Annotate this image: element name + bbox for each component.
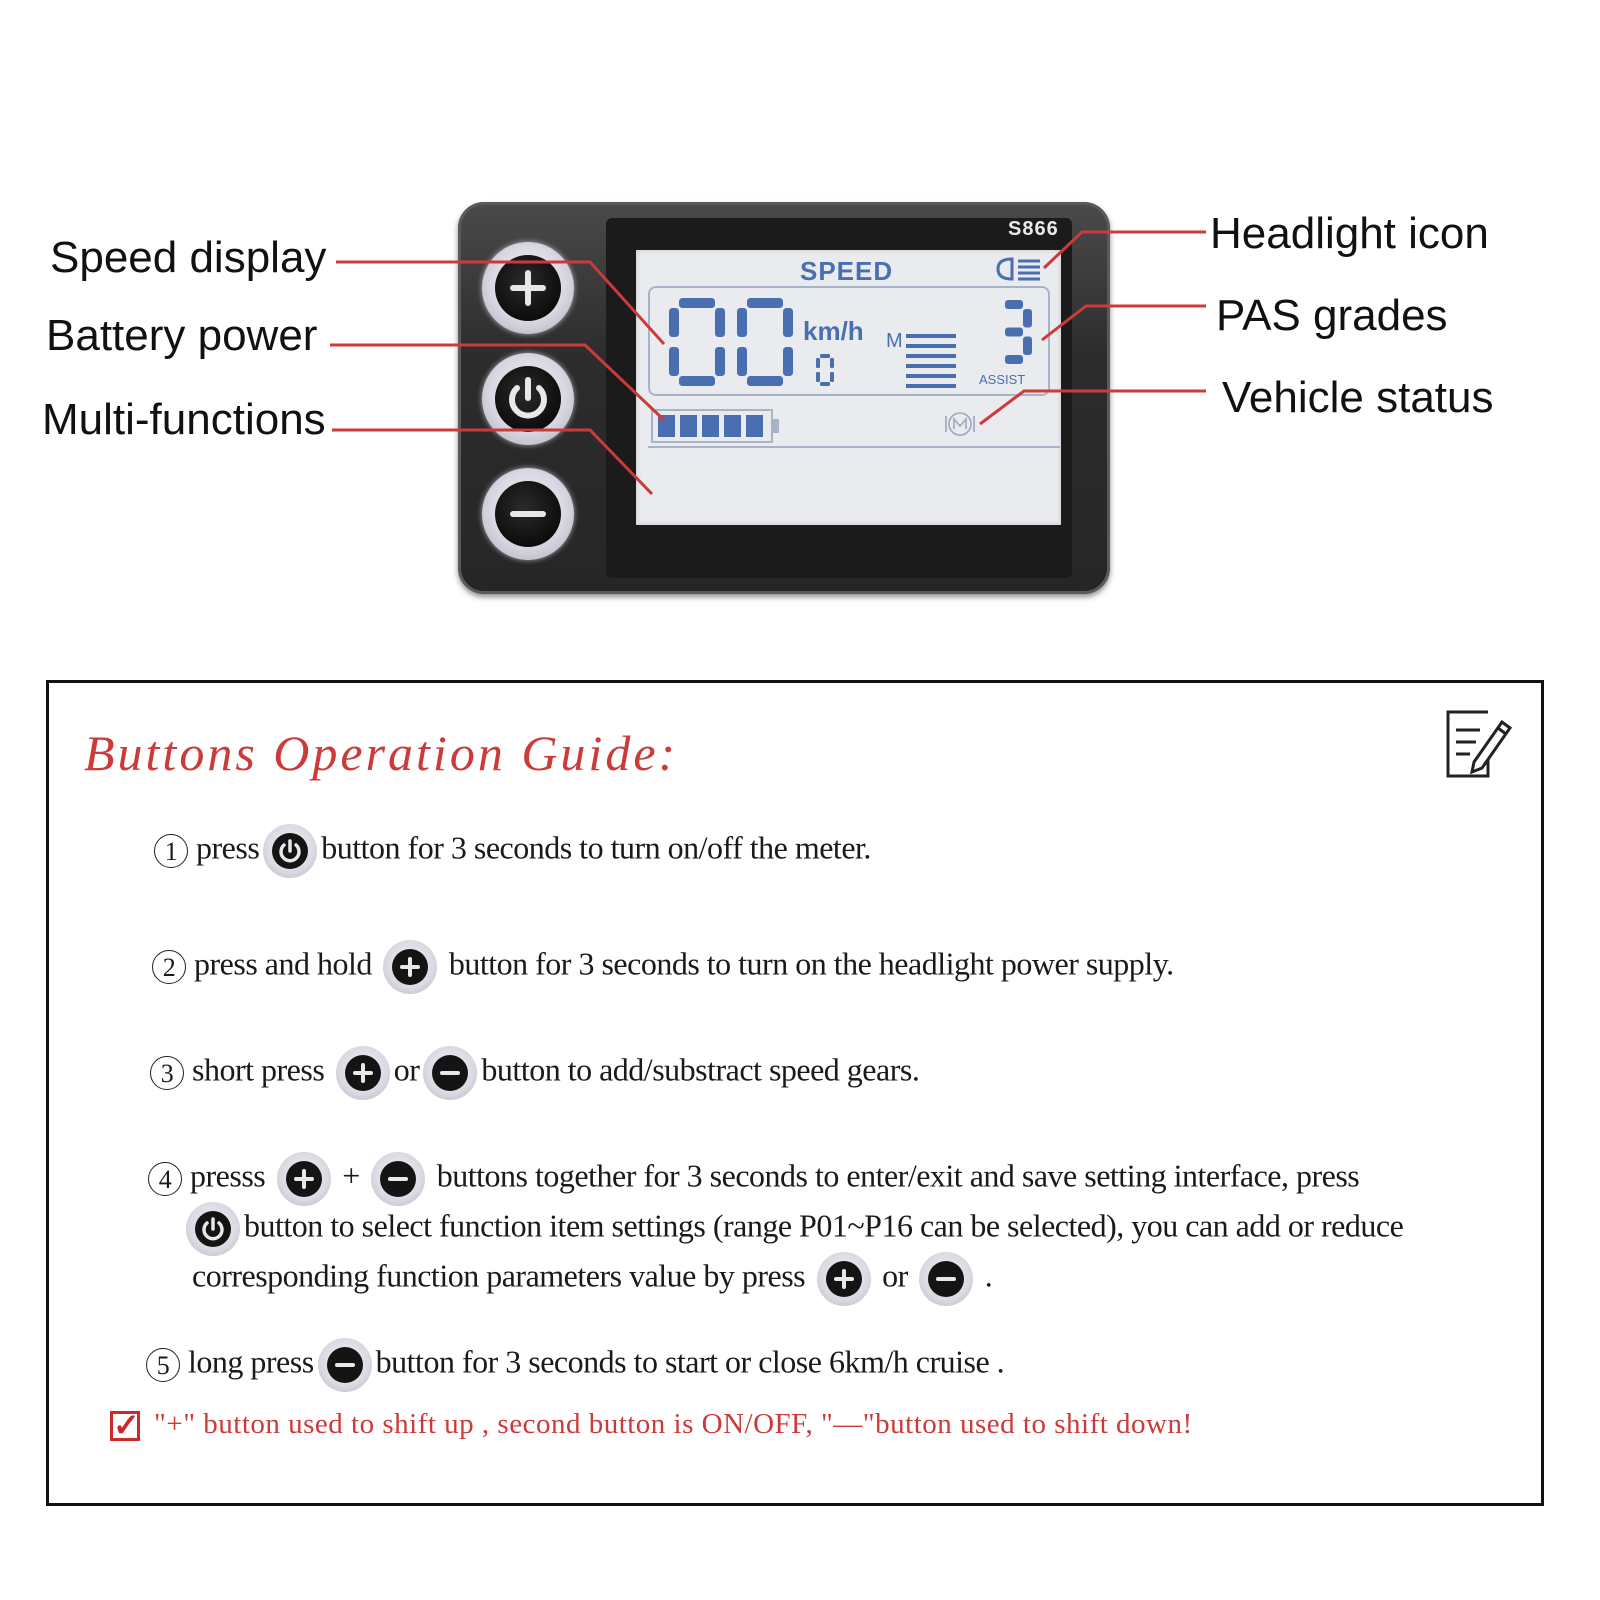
trip-digit-segment-e — [816, 372, 820, 382]
pas-digit-segment-g — [1005, 328, 1023, 337]
speed-digit-1-segment-g — [747, 337, 783, 347]
pas-level-digit — [996, 300, 1032, 364]
step-number: 2 — [152, 950, 186, 984]
step-text: short press — [192, 1051, 325, 1088]
step-number: 1 — [154, 834, 188, 868]
step-number: 5 — [146, 1348, 180, 1382]
step-text: or — [882, 1257, 908, 1294]
battery-bar — [658, 415, 675, 437]
minus-icon — [919, 1252, 973, 1306]
speed-digit-0-segment-g — [679, 337, 715, 347]
checkbox-checked-icon: ✓ — [110, 1411, 140, 1441]
trip-digit-segment-f — [816, 358, 820, 368]
step-text: press and hold — [194, 945, 372, 982]
speed-digit-1-segment-c — [783, 347, 793, 376]
callout-speed-display: Speed display — [50, 233, 327, 282]
step-text: button for 3 seconds to start or close 6km/h cruise . — [375, 1343, 1005, 1380]
trip-digit-segment-a — [820, 354, 830, 358]
speed-digit-0-segment-c — [715, 347, 725, 376]
step-text: . — [984, 1257, 993, 1294]
pas-digit-segment-c — [1023, 337, 1032, 356]
motor-level-bars — [906, 334, 956, 388]
speed-digit-0-segment-a — [679, 298, 715, 308]
headlight-icon — [998, 259, 1040, 279]
lcd-speed-title: SPEED — [800, 256, 894, 286]
power-icon — [263, 824, 317, 878]
trip-digit-segment-d — [820, 382, 830, 386]
plus-icon — [383, 940, 437, 994]
step-text: or — [393, 1051, 420, 1088]
speed-digit-1-segment-f — [737, 308, 747, 337]
speed-digit-1-segment-e — [737, 347, 747, 376]
plus-icon — [277, 1152, 331, 1206]
battery-bar — [680, 415, 697, 437]
callout-pas-grades: PAS grades — [1216, 291, 1448, 340]
trip-digit — [816, 354, 834, 386]
pas-digit-segment-f — [996, 309, 1005, 328]
step-text: button to add/substract speed gears. — [481, 1051, 920, 1088]
battery-bar — [724, 415, 741, 437]
speed-digit-0-segment-e — [669, 347, 679, 376]
step-number: 3 — [150, 1056, 184, 1090]
step-text: presss — [190, 1157, 266, 1194]
step-number: 4 — [148, 1162, 182, 1196]
motor-level-label: M — [886, 330, 903, 352]
step-text: + — [342, 1157, 360, 1194]
battery-bar — [702, 415, 719, 437]
minus-icon — [371, 1152, 425, 1206]
pas-digit-segment-d — [1005, 355, 1023, 364]
speed-digit-1-segment-d — [747, 376, 783, 386]
trip-digit-segment-c — [830, 372, 834, 382]
speed-digit-0-segment-d — [679, 376, 715, 386]
power-icon — [186, 1202, 240, 1256]
pas-digit-segment-a — [1005, 300, 1023, 309]
speed-digit-0-segment-f — [669, 308, 679, 337]
speed-digit-1-segment-b — [783, 308, 793, 337]
pas-digit-segment-b — [1023, 309, 1032, 328]
model-label: S866 — [1008, 218, 1059, 240]
trip-digit-segment-b — [830, 358, 834, 368]
trip-digit-segment-g — [820, 368, 830, 372]
lcd-segments — [0, 0, 1600, 640]
step-text: button for 3 seconds to turn on the headlight power supply. — [448, 945, 1174, 982]
guide-step-2 — [152, 940, 1174, 994]
battery-icon — [652, 410, 779, 442]
guide-title: Buttons Operation Guide: — [84, 725, 679, 781]
callout-headlight-icon: Headlight icon — [1210, 209, 1489, 258]
callout-multi-functions: Multi-functions — [42, 395, 326, 444]
step-text: button for 3 seconds to turn on/off the meter. — [321, 829, 871, 866]
step-text: press — [196, 829, 260, 866]
step-text: button to select function item settings (range P01~P16 can be selected), you can add or reduce — [244, 1207, 1404, 1244]
callout-vehicle-status: Vehicle status — [1222, 373, 1494, 422]
assist-label: ASSIST — [979, 372, 1026, 387]
guide-step-4-line-2 — [182, 1202, 1403, 1256]
shift-note — [110, 1407, 1193, 1444]
guide-step-4 — [148, 1152, 1359, 1206]
speed-digits — [669, 298, 793, 386]
callout-battery-power: Battery power — [46, 311, 318, 360]
step-text: long press — [188, 1343, 314, 1380]
speed-digit-0-segment-b — [715, 308, 725, 337]
plus-icon — [817, 1252, 871, 1306]
battery-bar — [746, 415, 763, 437]
plus-icon — [336, 1046, 390, 1100]
motor-status-icon — [946, 413, 974, 435]
battery-level-bars — [658, 415, 763, 437]
pas-digit-segment-e — [996, 337, 1005, 356]
guide-step-4-line-3 — [192, 1252, 992, 1306]
guide-step-1 — [154, 824, 871, 878]
shift-note-text: "+" button used to shift up , second button is ON/OFF, "—"button used to shift down! — [154, 1408, 1193, 1440]
step-text: buttons together for 3 seconds to enter/exit and save setting interface, press — [436, 1157, 1360, 1194]
speed-unit: km/h — [803, 316, 864, 346]
step-text: corresponding function parameters value by press — [192, 1257, 806, 1294]
guide-step-3 — [150, 1046, 919, 1100]
minus-icon — [318, 1338, 372, 1392]
guide-step-5 — [146, 1338, 1004, 1392]
minus-icon — [423, 1046, 477, 1100]
document-edit-icon — [1440, 704, 1516, 787]
speed-digit-1-segment-a — [747, 298, 783, 308]
